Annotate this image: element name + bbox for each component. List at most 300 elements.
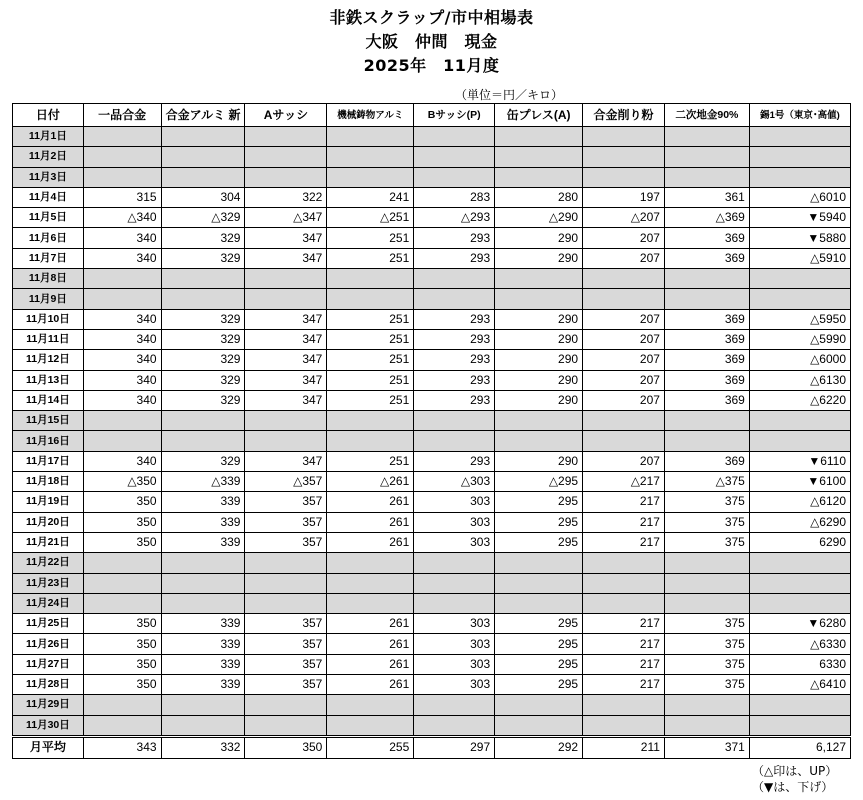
price-cell: 295 bbox=[495, 614, 583, 634]
price-cell: 251 bbox=[327, 451, 414, 471]
price-cell: ▼6100 bbox=[749, 472, 850, 492]
price-cell: 315 bbox=[83, 187, 161, 207]
price-cell bbox=[495, 573, 583, 593]
price-cell: 329 bbox=[161, 350, 245, 370]
price-cell bbox=[414, 147, 495, 167]
price-cell bbox=[414, 593, 495, 613]
price-cell bbox=[495, 411, 583, 431]
price-cell bbox=[161, 127, 245, 147]
table-row bbox=[13, 127, 851, 147]
price-cell: 347 bbox=[245, 329, 327, 349]
price-cell: 340 bbox=[83, 228, 161, 248]
date-cell: 11月20日 bbox=[13, 512, 84, 532]
price-cell: 261 bbox=[327, 532, 414, 552]
price-cell: 339 bbox=[161, 512, 245, 532]
price-cell: 357 bbox=[245, 492, 327, 512]
col-header-date: 日付 bbox=[13, 104, 84, 127]
price-cell bbox=[495, 127, 583, 147]
price-cell: △357 bbox=[245, 472, 327, 492]
price-cell: △6220 bbox=[749, 390, 850, 410]
price-cell bbox=[749, 289, 850, 309]
table-row bbox=[13, 553, 851, 573]
price-cell: 261 bbox=[327, 654, 414, 674]
price-cell: 207 bbox=[583, 390, 665, 410]
col-header-b-sash-p: Bサッシ(P) bbox=[414, 104, 495, 127]
date-cell: 11月19日 bbox=[13, 492, 84, 512]
price-cell bbox=[749, 147, 850, 167]
date-cell: 11月22日 bbox=[13, 553, 84, 573]
price-cell: 375 bbox=[664, 614, 749, 634]
price-cell: 369 bbox=[664, 248, 749, 268]
price-cell bbox=[664, 593, 749, 613]
price-cell bbox=[664, 289, 749, 309]
price-cell bbox=[327, 715, 414, 736]
price-cell bbox=[749, 573, 850, 593]
table-row bbox=[13, 187, 851, 207]
price-cell bbox=[83, 167, 161, 187]
price-cell bbox=[161, 411, 245, 431]
col-header-gokin-alumi-shin: 合金アルミ 新 bbox=[161, 104, 245, 127]
price-cell: 207 bbox=[583, 451, 665, 471]
price-cell bbox=[83, 695, 161, 715]
price-cell: 217 bbox=[583, 654, 665, 674]
price-cell: △217 bbox=[583, 472, 665, 492]
price-cell: 329 bbox=[161, 451, 245, 471]
price-cell bbox=[327, 573, 414, 593]
price-cell: 347 bbox=[245, 451, 327, 471]
date-cell: 11月2日 bbox=[13, 147, 84, 167]
average-cell: 255 bbox=[327, 736, 414, 758]
price-cell: 303 bbox=[414, 634, 495, 654]
date-cell: 11月30日 bbox=[13, 715, 84, 736]
price-cell: 295 bbox=[495, 492, 583, 512]
price-cell: △369 bbox=[664, 208, 749, 228]
price-cell: 251 bbox=[327, 350, 414, 370]
report-subtitle: 大阪 仲間 現金 bbox=[365, 32, 498, 51]
price-cell bbox=[664, 167, 749, 187]
average-cell: 350 bbox=[245, 736, 327, 758]
price-cell: 340 bbox=[83, 390, 161, 410]
price-cell bbox=[749, 269, 850, 289]
price-cell: △295 bbox=[495, 472, 583, 492]
price-cell: △5910 bbox=[749, 248, 850, 268]
price-cell: 295 bbox=[495, 512, 583, 532]
price-cell bbox=[583, 553, 665, 573]
price-cell bbox=[161, 431, 245, 451]
price-cell: 357 bbox=[245, 634, 327, 654]
price-cell: 217 bbox=[583, 614, 665, 634]
table-row bbox=[13, 472, 851, 492]
price-cell bbox=[83, 289, 161, 309]
price-cell bbox=[583, 147, 665, 167]
legend-up-note: （△印は、UP） bbox=[752, 764, 838, 778]
price-cell: ▼5940 bbox=[749, 208, 850, 228]
price-cell bbox=[161, 553, 245, 573]
date-cell: 11月10日 bbox=[13, 309, 84, 329]
price-cell: 347 bbox=[245, 350, 327, 370]
price-cell bbox=[245, 431, 327, 451]
price-cell bbox=[664, 269, 749, 289]
price-cell bbox=[245, 269, 327, 289]
table-row bbox=[13, 451, 851, 471]
price-cell bbox=[749, 593, 850, 613]
price-cell: 217 bbox=[583, 675, 665, 695]
price-cell: 375 bbox=[664, 634, 749, 654]
table-row bbox=[13, 512, 851, 532]
price-cell: △6290 bbox=[749, 512, 850, 532]
date-cell: 11月5日 bbox=[13, 208, 84, 228]
price-cell: 340 bbox=[83, 248, 161, 268]
price-cell bbox=[161, 695, 245, 715]
price-cell: 290 bbox=[495, 390, 583, 410]
price-cell: 375 bbox=[664, 675, 749, 695]
price-cell bbox=[327, 593, 414, 613]
price-cell: 261 bbox=[327, 512, 414, 532]
col-header-niji-jikin-90: 二次地金90% bbox=[664, 104, 749, 127]
price-cell bbox=[495, 695, 583, 715]
legend-down-note: （▼は、下げ） bbox=[752, 780, 834, 794]
date-cell: 11月15日 bbox=[13, 411, 84, 431]
price-cell bbox=[327, 269, 414, 289]
price-cell: 329 bbox=[161, 390, 245, 410]
price-cell bbox=[495, 289, 583, 309]
price-cell bbox=[245, 147, 327, 167]
date-cell: 11月11日 bbox=[13, 329, 84, 349]
price-cell bbox=[327, 289, 414, 309]
price-cell: 340 bbox=[83, 350, 161, 370]
price-cell bbox=[83, 593, 161, 613]
price-cell bbox=[414, 695, 495, 715]
col-header-gokin-kezurikona: 合金削り粉 bbox=[583, 104, 665, 127]
price-cell: 251 bbox=[327, 228, 414, 248]
price-cell: 293 bbox=[414, 228, 495, 248]
price-cell: 290 bbox=[495, 309, 583, 329]
price-cell: 339 bbox=[161, 675, 245, 695]
price-cell bbox=[664, 127, 749, 147]
price-cell bbox=[749, 411, 850, 431]
price-cell: 295 bbox=[495, 675, 583, 695]
price-cell: △339 bbox=[161, 472, 245, 492]
price-cell: △5990 bbox=[749, 329, 850, 349]
price-cell bbox=[245, 593, 327, 613]
price-cell bbox=[161, 573, 245, 593]
date-cell: 11月24日 bbox=[13, 593, 84, 613]
price-cell bbox=[83, 431, 161, 451]
price-cell: 217 bbox=[583, 634, 665, 654]
price-cell: 293 bbox=[414, 248, 495, 268]
average-cell: 292 bbox=[495, 736, 583, 758]
price-cell: 290 bbox=[495, 370, 583, 390]
price-cell: 339 bbox=[161, 532, 245, 552]
price-cell: 347 bbox=[245, 309, 327, 329]
price-cell bbox=[83, 147, 161, 167]
price-cell bbox=[327, 147, 414, 167]
table-row bbox=[13, 695, 851, 715]
price-cell bbox=[749, 695, 850, 715]
price-cell: △375 bbox=[664, 472, 749, 492]
price-cell: 350 bbox=[83, 532, 161, 552]
date-cell: 11月28日 bbox=[13, 675, 84, 695]
price-cell bbox=[161, 269, 245, 289]
price-cell: △350 bbox=[83, 472, 161, 492]
table-row bbox=[13, 573, 851, 593]
price-cell bbox=[83, 553, 161, 573]
table-row bbox=[13, 390, 851, 410]
table-row bbox=[13, 532, 851, 552]
price-cell bbox=[83, 411, 161, 431]
price-cell: △6410 bbox=[749, 675, 850, 695]
table-row bbox=[13, 675, 851, 695]
table-row bbox=[13, 309, 851, 329]
price-cell bbox=[583, 573, 665, 593]
price-cell: 293 bbox=[414, 390, 495, 410]
price-cell: 290 bbox=[495, 350, 583, 370]
price-cell: △6000 bbox=[749, 350, 850, 370]
col-header-ippin-gokin: 一品合金 bbox=[83, 104, 161, 127]
price-cell: 283 bbox=[414, 187, 495, 207]
price-cell: 357 bbox=[245, 532, 327, 552]
price-cell: 357 bbox=[245, 512, 327, 532]
price-cell: 340 bbox=[83, 370, 161, 390]
price-cell: 350 bbox=[83, 614, 161, 634]
price-cell: 295 bbox=[495, 532, 583, 552]
price-cell: ▼6110 bbox=[749, 451, 850, 471]
date-cell: 11月25日 bbox=[13, 614, 84, 634]
price-cell: 322 bbox=[245, 187, 327, 207]
date-cell: 11月13日 bbox=[13, 370, 84, 390]
price-cell bbox=[161, 147, 245, 167]
price-cell bbox=[414, 167, 495, 187]
average-cell: 6,127 bbox=[749, 736, 850, 758]
price-cell bbox=[749, 127, 850, 147]
price-cell: 303 bbox=[414, 654, 495, 674]
table-row bbox=[13, 269, 851, 289]
table-row bbox=[13, 228, 851, 248]
price-cell: ▼6280 bbox=[749, 614, 850, 634]
col-header-suzu-1go: 錫1号（東京･高値) bbox=[749, 104, 850, 127]
price-cell: 251 bbox=[327, 390, 414, 410]
price-cell: 339 bbox=[161, 634, 245, 654]
price-cell bbox=[327, 695, 414, 715]
date-cell: 11月16日 bbox=[13, 431, 84, 451]
price-cell bbox=[583, 431, 665, 451]
price-cell: 339 bbox=[161, 492, 245, 512]
price-cell bbox=[749, 715, 850, 736]
price-cell bbox=[495, 431, 583, 451]
table-row bbox=[13, 654, 851, 674]
price-cell bbox=[245, 553, 327, 573]
price-cell bbox=[495, 553, 583, 573]
report-header bbox=[0, 6, 863, 78]
price-cell bbox=[414, 127, 495, 147]
price-cell: 369 bbox=[664, 350, 749, 370]
table-row bbox=[13, 411, 851, 431]
price-cell: 340 bbox=[83, 309, 161, 329]
price-cell: 340 bbox=[83, 451, 161, 471]
unit-label: （単位＝円／キロ） bbox=[455, 88, 564, 102]
price-cell: 241 bbox=[327, 187, 414, 207]
price-cell bbox=[414, 553, 495, 573]
price-cell: 207 bbox=[583, 309, 665, 329]
price-cell: 207 bbox=[583, 248, 665, 268]
price-cell: 290 bbox=[495, 248, 583, 268]
price-cell: 295 bbox=[495, 654, 583, 674]
price-cell: 339 bbox=[161, 654, 245, 674]
table-row bbox=[13, 431, 851, 451]
date-cell: 11月17日 bbox=[13, 451, 84, 471]
table-row bbox=[13, 350, 851, 370]
table-row bbox=[13, 147, 851, 167]
header-row bbox=[13, 104, 851, 127]
price-cell: 303 bbox=[414, 492, 495, 512]
price-cell bbox=[583, 695, 665, 715]
price-cell bbox=[664, 553, 749, 573]
price-cell bbox=[749, 553, 850, 573]
price-cell: 329 bbox=[161, 329, 245, 349]
price-cell: 293 bbox=[414, 350, 495, 370]
price-cell bbox=[749, 167, 850, 187]
price-cell: 369 bbox=[664, 370, 749, 390]
price-cell: △207 bbox=[583, 208, 665, 228]
price-cell: △303 bbox=[414, 472, 495, 492]
price-cell bbox=[495, 167, 583, 187]
price-cell: 217 bbox=[583, 532, 665, 552]
price-cell: 357 bbox=[245, 614, 327, 634]
price-cell: 290 bbox=[495, 228, 583, 248]
price-cell bbox=[161, 167, 245, 187]
report-title: 非鉄スクラップ/市中相場表 bbox=[329, 8, 534, 27]
price-cell: 293 bbox=[414, 370, 495, 390]
price-cell bbox=[414, 715, 495, 736]
price-cell: 295 bbox=[495, 634, 583, 654]
table-row bbox=[13, 289, 851, 309]
price-cell: 207 bbox=[583, 350, 665, 370]
date-cell: 11月12日 bbox=[13, 350, 84, 370]
price-cell: 290 bbox=[495, 451, 583, 471]
price-cell bbox=[245, 573, 327, 593]
price-cell: 347 bbox=[245, 228, 327, 248]
price-cell bbox=[414, 269, 495, 289]
price-cell bbox=[245, 411, 327, 431]
price-cell bbox=[83, 715, 161, 736]
price-cell bbox=[414, 289, 495, 309]
price-cell bbox=[749, 431, 850, 451]
price-cell bbox=[83, 127, 161, 147]
price-cell bbox=[583, 269, 665, 289]
price-cell: 261 bbox=[327, 675, 414, 695]
date-cell: 11月1日 bbox=[13, 127, 84, 147]
price-cell bbox=[583, 593, 665, 613]
price-cell bbox=[583, 127, 665, 147]
average-label: 月平均 bbox=[13, 736, 84, 758]
date-cell: 11月3日 bbox=[13, 167, 84, 187]
price-cell: 369 bbox=[664, 228, 749, 248]
table-row bbox=[13, 167, 851, 187]
price-cell bbox=[664, 147, 749, 167]
table-row bbox=[13, 715, 851, 736]
price-cell: 6330 bbox=[749, 654, 850, 674]
price-cell: 375 bbox=[664, 532, 749, 552]
price-cell bbox=[664, 573, 749, 593]
date-cell: 11月4日 bbox=[13, 187, 84, 207]
price-cell bbox=[583, 167, 665, 187]
date-cell: 11月18日 bbox=[13, 472, 84, 492]
price-cell: 293 bbox=[414, 309, 495, 329]
price-cell bbox=[664, 431, 749, 451]
price-cell: 329 bbox=[161, 309, 245, 329]
price-cell: 303 bbox=[414, 532, 495, 552]
price-cell: 329 bbox=[161, 370, 245, 390]
price-cell: 350 bbox=[83, 675, 161, 695]
price-cell: 261 bbox=[327, 492, 414, 512]
col-header-kikai-imono-alumi: 機械鋳物アルミ bbox=[327, 104, 414, 127]
price-cell: 217 bbox=[583, 492, 665, 512]
price-cell bbox=[495, 269, 583, 289]
price-cell: △340 bbox=[83, 208, 161, 228]
price-cell: 329 bbox=[161, 228, 245, 248]
price-cell: 261 bbox=[327, 614, 414, 634]
average-cell: 343 bbox=[83, 736, 161, 758]
price-cell: △6010 bbox=[749, 187, 850, 207]
price-cell: 350 bbox=[83, 512, 161, 532]
price-cell bbox=[245, 127, 327, 147]
price-cell: 350 bbox=[83, 634, 161, 654]
price-cell bbox=[327, 431, 414, 451]
price-cell bbox=[414, 431, 495, 451]
average-row bbox=[13, 736, 851, 758]
price-cell bbox=[327, 411, 414, 431]
price-cell: 251 bbox=[327, 329, 414, 349]
price-cell: △6330 bbox=[749, 634, 850, 654]
price-cell: 303 bbox=[414, 675, 495, 695]
price-cell: 357 bbox=[245, 654, 327, 674]
price-cell: 347 bbox=[245, 248, 327, 268]
price-table bbox=[12, 103, 851, 759]
table-row bbox=[13, 370, 851, 390]
price-cell: 207 bbox=[583, 228, 665, 248]
price-cell bbox=[414, 411, 495, 431]
report-period: 2025年 11月度 bbox=[363, 56, 500, 75]
price-cell: 347 bbox=[245, 390, 327, 410]
table-row bbox=[13, 593, 851, 613]
price-cell: △6120 bbox=[749, 492, 850, 512]
price-cell: 361 bbox=[664, 187, 749, 207]
price-cell: 290 bbox=[495, 329, 583, 349]
price-cell: △5950 bbox=[749, 309, 850, 329]
price-cell: △347 bbox=[245, 208, 327, 228]
price-cell bbox=[495, 715, 583, 736]
price-cell: 375 bbox=[664, 512, 749, 532]
price-cell bbox=[83, 573, 161, 593]
price-cell: 347 bbox=[245, 370, 327, 390]
price-cell: 369 bbox=[664, 390, 749, 410]
price-cell bbox=[327, 553, 414, 573]
price-cell: 197 bbox=[583, 187, 665, 207]
price-cell: 217 bbox=[583, 512, 665, 532]
table-row bbox=[13, 248, 851, 268]
price-cell: 369 bbox=[664, 451, 749, 471]
date-cell: 11月26日 bbox=[13, 634, 84, 654]
price-cell bbox=[245, 289, 327, 309]
price-cell: 251 bbox=[327, 309, 414, 329]
date-cell: 11月21日 bbox=[13, 532, 84, 552]
date-cell: 11月6日 bbox=[13, 228, 84, 248]
price-cell: △293 bbox=[414, 208, 495, 228]
price-cell bbox=[161, 593, 245, 613]
price-cell: 293 bbox=[414, 329, 495, 349]
price-cell: 304 bbox=[161, 187, 245, 207]
price-cell: 340 bbox=[83, 329, 161, 349]
